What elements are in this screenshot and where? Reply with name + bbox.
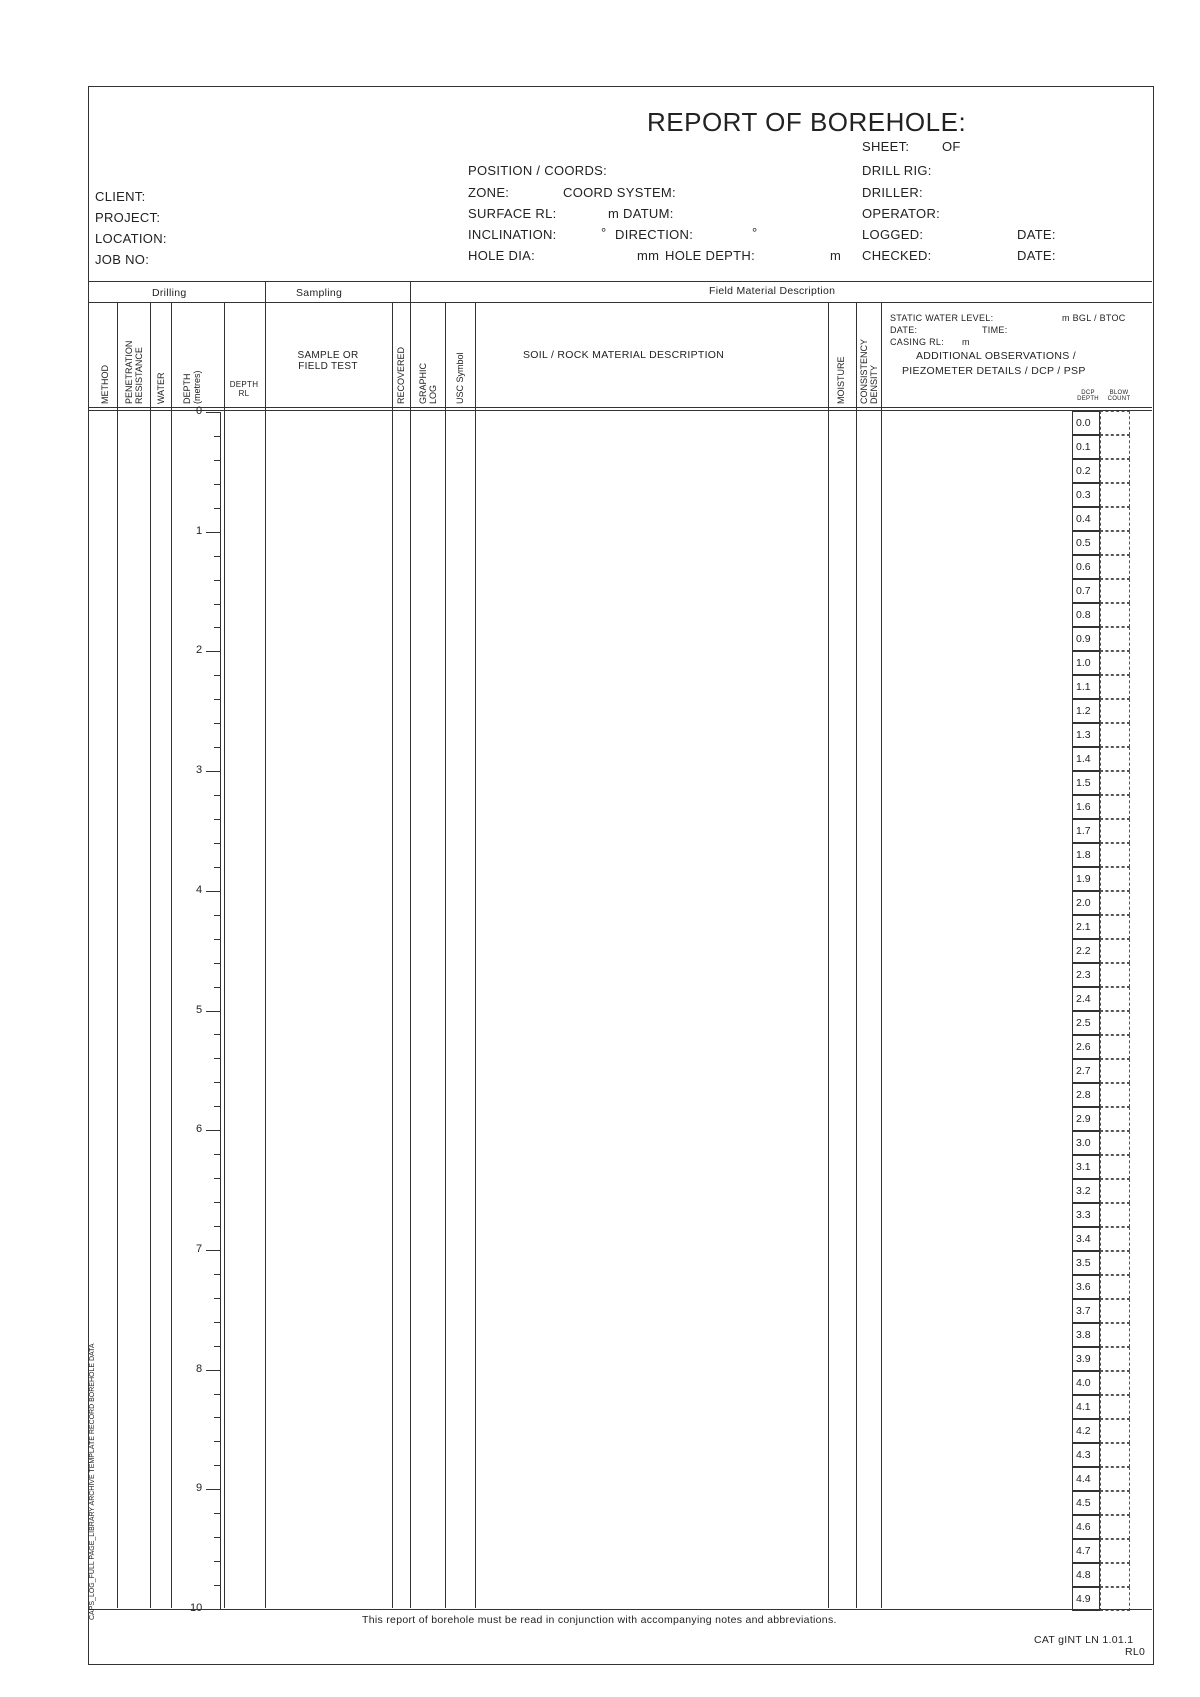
dcp-depth-cell: 0.5	[1072, 531, 1100, 555]
depth-minor-tick	[214, 1154, 220, 1155]
dcp-blow-cell	[1100, 1347, 1130, 1371]
depth-major-tick	[206, 532, 220, 533]
depth-minor-tick	[214, 1322, 220, 1323]
dcp-depth-cell: 1.3	[1072, 723, 1100, 747]
water-time-label: TIME:	[982, 325, 1008, 335]
dcp-depth-cell: 0.8	[1072, 603, 1100, 627]
depth-major-tick	[206, 1130, 220, 1131]
dcp-blow-cell	[1100, 675, 1130, 699]
dcp-depth-cell: 2.5	[1072, 1011, 1100, 1035]
datum-label: DATUM:	[623, 206, 674, 221]
hole-depth-unit: m	[830, 248, 842, 263]
dcp-blow-cell	[1100, 1131, 1130, 1155]
dcp-depth-cell: 4.7	[1072, 1539, 1100, 1563]
dcp-depth-cell: 1.7	[1072, 819, 1100, 843]
col-divider-description	[828, 302, 829, 1608]
col-divider-penetration	[150, 302, 151, 1608]
depth-label: 8	[196, 1362, 203, 1375]
depth-minor-tick	[214, 1298, 220, 1299]
depth-label: 2	[196, 644, 203, 657]
report-title: REPORT OF BOREHOLE:	[647, 107, 967, 137]
depth-major-tick	[206, 1011, 220, 1012]
dcp-blow-cell	[1100, 1059, 1130, 1083]
sheet-label: SHEET:	[862, 139, 910, 154]
dcp-depth-cell: 0.0	[1072, 411, 1100, 435]
dcp-blow-cell	[1100, 1299, 1130, 1323]
depth-minor-tick	[214, 843, 220, 844]
depth-minor-tick	[214, 436, 220, 437]
dcp-depth-cell: 2.8	[1072, 1083, 1100, 1107]
casing-rl-label: CASING RL:	[890, 337, 945, 347]
dcp-blow-cell	[1100, 915, 1130, 939]
dcp-depth-cell: 2.4	[1072, 987, 1100, 1011]
depth-label: 0	[196, 405, 203, 417]
depth-major-tick	[206, 1370, 220, 1371]
group-heading-divider-right	[410, 302, 1152, 303]
depth-scale-axis	[220, 412, 221, 1609]
penetration-header: PENETRATION RESISTANCE	[124, 340, 144, 404]
col-divider-sample	[392, 302, 393, 1608]
dcp-blow-cell	[1100, 1467, 1130, 1491]
dcp-depth-cell: 4.4	[1072, 1467, 1100, 1491]
water-date-label: DATE:	[890, 325, 918, 335]
dcp-depth-cell: 4.0	[1072, 1371, 1100, 1395]
col-divider-drilling-sampling	[265, 281, 266, 1608]
depth-label: 5	[196, 1003, 203, 1016]
dcp-depth-cell: 0.3	[1072, 483, 1100, 507]
dcp-blow-cell	[1100, 819, 1130, 843]
casing-rl-unit: m	[962, 337, 970, 347]
dcp-blow-cell	[1100, 1419, 1130, 1443]
depth-minor-tick	[214, 580, 220, 581]
dcp-depth-cell: 4.9	[1072, 1587, 1100, 1611]
dcp-depth-cell: 4.6	[1072, 1515, 1100, 1539]
depth-minor-tick	[214, 675, 220, 676]
consistency-header: CONSISTENCY DENSITY	[859, 339, 879, 404]
dcp-depth-cell: 1.4	[1072, 747, 1100, 771]
position-label: POSITION / COORDS:	[468, 163, 608, 178]
moisture-header: MOISTURE	[836, 356, 846, 404]
dcp-blow-cell	[1100, 1515, 1130, 1539]
depth-minor-tick	[214, 604, 220, 605]
dcp-depth-cell: 0.7	[1072, 579, 1100, 603]
depth-metres-header: DEPTH (metres)	[182, 370, 202, 404]
dcp-depth-cell: 2.7	[1072, 1059, 1100, 1083]
dcp-blow-cell	[1100, 555, 1130, 579]
depth-major-tick	[206, 412, 220, 413]
dcp-depth-header: DCP DEPTH	[1077, 390, 1099, 402]
depth-minor-tick	[214, 627, 220, 628]
depth-minor-tick	[214, 1178, 220, 1179]
depth-minor-tick	[214, 1585, 220, 1586]
depth-minor-tick	[214, 1082, 220, 1083]
dcp-blow-cell	[1100, 531, 1130, 555]
dcp-depth-cell: 0.2	[1072, 459, 1100, 483]
dcp-blow-cell	[1100, 1011, 1130, 1035]
dcp-blow-cell	[1100, 747, 1130, 771]
depth-minor-tick	[214, 1561, 220, 1562]
recovered-header: RECOVERED	[396, 346, 406, 404]
hole-depth-label: HOLE DEPTH:	[665, 248, 755, 263]
sheet-of-label: OF	[942, 139, 961, 154]
side-path-text: CAPS_LOG_FULL PAGE_LIBRARY ARCHIVE TEMPLATE RECORD BOREHOLE DATA	[89, 1343, 96, 1620]
col-divider-graphic	[445, 302, 446, 1608]
dcp-depth-cell: 3.3	[1072, 1203, 1100, 1227]
dcp-depth-cell: 1.2	[1072, 699, 1100, 723]
depth-label: 7	[196, 1242, 203, 1255]
dcp-blow-cell	[1100, 1563, 1130, 1587]
depth-minor-tick	[214, 723, 220, 724]
checked-label: CHECKED:	[862, 248, 932, 263]
dcp-blow-cell	[1100, 843, 1130, 867]
dcp-blow-cell	[1100, 1035, 1130, 1059]
depth-minor-tick	[214, 1441, 220, 1442]
dcp-depth-cell: 3.5	[1072, 1251, 1100, 1275]
surface-rl-label: SURFACE RL:	[468, 206, 557, 221]
log-bottom-line	[88, 1609, 1152, 1610]
dcp-depth-cell: 3.0	[1072, 1131, 1100, 1155]
depth-minor-tick	[214, 699, 220, 700]
depth-minor-tick	[214, 1274, 220, 1275]
dcp-blow-cell	[1100, 1251, 1130, 1275]
soil-rock-header: SOIL / ROCK MATERIAL DESCRIPTION	[523, 349, 725, 361]
depth-minor-tick	[214, 460, 220, 461]
dcp-depth-cell: 3.1	[1072, 1155, 1100, 1179]
dcp-blow-cell	[1100, 771, 1130, 795]
depth-label: 6	[196, 1123, 203, 1136]
col-divider-usc	[475, 302, 476, 1608]
dcp-blow-cell	[1100, 891, 1130, 915]
col-divider-moisture	[856, 302, 857, 1608]
dcp-blow-cell	[1100, 1443, 1130, 1467]
depth-minor-tick	[214, 819, 220, 820]
depth-major-tick	[206, 771, 220, 772]
depth-label: 3	[196, 764, 203, 777]
dcp-blow-cell	[1100, 1227, 1130, 1251]
dcp-depth-cell: 0.4	[1072, 507, 1100, 531]
header-divider	[88, 281, 1152, 282]
col-divider-consistency	[881, 302, 882, 1608]
dcp-depth-cell: 3.6	[1072, 1275, 1100, 1299]
hole-dia-unit: mm	[637, 248, 660, 263]
logged-date-label: DATE:	[1017, 227, 1056, 242]
dcp-blow-cell	[1100, 987, 1130, 1011]
depth-major-tick	[206, 1489, 220, 1490]
dcp-depth-cell: 3.2	[1072, 1179, 1100, 1203]
dcp-depth-cell: 4.2	[1072, 1419, 1100, 1443]
dcp-blow-cell	[1100, 699, 1130, 723]
drilling-group-heading: Drilling	[152, 287, 187, 299]
dcp-blow-cell	[1100, 723, 1130, 747]
depth-minor-tick	[214, 1394, 220, 1395]
footer-note: This report of borehole must be read in conjunction with accompanying notes and abbreviations.	[362, 1614, 837, 1626]
depth-minor-tick	[214, 1202, 220, 1203]
sample-field-test-header: SAMPLE OR FIELD TEST	[297, 350, 359, 372]
dcp-blow-cell	[1100, 1155, 1130, 1179]
piezometer-header: PIEZOMETER DETAILS / DCP / PSP	[902, 365, 1086, 377]
depth-minor-tick	[214, 987, 220, 988]
dcp-depth-cell: 3.8	[1072, 1323, 1100, 1347]
coord-system-label: COORD SYSTEM:	[563, 185, 676, 200]
dcp-blow-cell	[1100, 939, 1130, 963]
operator-label: OPERATOR:	[862, 206, 941, 221]
col-divider-water	[171, 302, 172, 1608]
job-no-label: JOB NO:	[95, 252, 150, 267]
dcp-blow-cell	[1100, 963, 1130, 987]
dcp-depth-cell: 3.9	[1072, 1347, 1100, 1371]
footer-code: CAT gINT LN 1.01.1	[1034, 1634, 1134, 1646]
dcp-blow-cell	[1100, 411, 1130, 435]
depth-minor-tick	[214, 1465, 220, 1466]
depth-label: 10	[190, 1602, 203, 1614]
dcp-depth-cell: 2.0	[1072, 891, 1100, 915]
depth-major-tick	[206, 651, 220, 652]
direction-deg: °	[752, 225, 758, 240]
field-material-heading: Field Material Description	[709, 285, 836, 297]
dcp-depth-cell: 3.7	[1072, 1299, 1100, 1323]
project-label: PROJECT:	[95, 210, 161, 225]
inclination-deg: °	[601, 225, 607, 240]
method-header: METHOD	[100, 365, 110, 404]
col-divider-depth	[224, 302, 225, 1608]
depth-minor-tick	[214, 747, 220, 748]
hole-dia-label: HOLE DIA:	[468, 248, 535, 263]
dcp-blow-cell	[1100, 435, 1130, 459]
driller-label: DRILLER:	[862, 185, 923, 200]
checked-date-label: DATE:	[1017, 248, 1056, 263]
surface-rl-unit: m	[608, 206, 620, 221]
sampling-group-heading: Sampling	[296, 287, 343, 299]
depth-rl-header: DEPTH RL	[229, 380, 259, 398]
dcp-blow-cell	[1100, 627, 1130, 651]
dcp-depth-cell: 2.3	[1072, 963, 1100, 987]
depth-minor-tick	[214, 484, 220, 485]
dcp-blow-cell	[1100, 507, 1130, 531]
column-header-divider	[88, 407, 1152, 408]
col-divider-recovered	[410, 281, 411, 1608]
dcp-depth-cell: 0.9	[1072, 627, 1100, 651]
logged-label: LOGGED:	[862, 227, 924, 242]
depth-major-tick	[206, 1250, 220, 1251]
dcp-blow-cell	[1100, 1275, 1130, 1299]
dcp-blow-cell	[1100, 459, 1130, 483]
dcp-depth-cell: 3.4	[1072, 1227, 1100, 1251]
dcp-blow-cell	[1100, 795, 1130, 819]
dcp-blow-cell	[1100, 1107, 1130, 1131]
column-header-divider-2	[88, 410, 1152, 411]
dcp-depth-cell: 4.1	[1072, 1395, 1100, 1419]
dcp-blow-cell	[1100, 1539, 1130, 1563]
dcp-blow-cell	[1100, 1491, 1130, 1515]
usc-symbol-header: USC Symbol	[455, 352, 465, 404]
dcp-blow-cell	[1100, 1083, 1130, 1107]
inclination-label: INCLINATION:	[468, 227, 557, 242]
dcp-blow-cell	[1100, 1395, 1130, 1419]
depth-minor-tick	[214, 1034, 220, 1035]
drill-rig-label: DRILL RIG:	[862, 163, 932, 178]
dcp-depth-cell: 1.5	[1072, 771, 1100, 795]
dcp-depth-cell: 4.8	[1072, 1563, 1100, 1587]
dcp-blow-cell	[1100, 483, 1130, 507]
dcp-blow-cell	[1100, 1323, 1130, 1347]
graphic-log-header: GRAPHIC LOG	[418, 362, 438, 404]
dcp-blow-cell	[1100, 579, 1130, 603]
depth-label: 1	[196, 524, 203, 537]
additional-obs-header: ADDITIONAL OBSERVATIONS /	[916, 350, 1076, 362]
depth-label: 4	[196, 883, 203, 896]
dcp-depth-cell: 1.1	[1072, 675, 1100, 699]
dcp-depth-cell: 1.9	[1072, 867, 1100, 891]
zone-label: ZONE:	[468, 185, 510, 200]
depth-minor-tick	[214, 1226, 220, 1227]
direction-label: DIRECTION:	[615, 227, 694, 242]
water-header: WATER	[156, 372, 166, 404]
depth-minor-tick	[214, 1537, 220, 1538]
depth-minor-tick	[214, 1513, 220, 1514]
dcp-depth-cell: 2.2	[1072, 939, 1100, 963]
dcp-depth-cell: 0.1	[1072, 435, 1100, 459]
dcp-blow-cell	[1100, 867, 1130, 891]
dcp-blow-cell	[1100, 603, 1130, 627]
group-heading-divider	[88, 302, 410, 303]
col-divider-method	[117, 302, 118, 1608]
footer-rev: RL0	[1125, 1646, 1146, 1658]
depth-minor-tick	[214, 915, 220, 916]
static-water-unit: m BGL / BTOC	[1062, 313, 1126, 323]
depth-minor-tick	[214, 963, 220, 964]
dcp-depth-cell: 4.3	[1072, 1443, 1100, 1467]
dcp-blow-cell	[1100, 1179, 1130, 1203]
client-label: CLIENT:	[95, 189, 146, 204]
location-label: LOCATION:	[95, 231, 167, 246]
dcp-blow-cell	[1100, 1203, 1130, 1227]
depth-minor-tick	[214, 1417, 220, 1418]
dcp-blow-cell	[1100, 1587, 1130, 1611]
depth-minor-tick	[214, 939, 220, 940]
depth-minor-tick	[214, 1106, 220, 1107]
depth-minor-tick	[214, 508, 220, 509]
dcp-depth-cell: 4.5	[1072, 1491, 1100, 1515]
dcp-depth-cell: 1.8	[1072, 843, 1100, 867]
depth-minor-tick	[214, 1058, 220, 1059]
depth-minor-tick	[214, 795, 220, 796]
depth-minor-tick	[214, 1346, 220, 1347]
depth-label: 9	[196, 1482, 203, 1495]
dcp-depth-cell: 0.6	[1072, 555, 1100, 579]
depth-minor-tick	[214, 867, 220, 868]
blow-count-header: BLOW COUNT	[1107, 390, 1131, 402]
dcp-depth-cell: 2.1	[1072, 915, 1100, 939]
dcp-blow-cell	[1100, 651, 1130, 675]
depth-minor-tick	[214, 556, 220, 557]
page-frame	[88, 86, 1154, 1665]
dcp-depth-cell: 1.6	[1072, 795, 1100, 819]
dcp-depth-cell: 1.0	[1072, 651, 1100, 675]
dcp-depth-cell: 2.9	[1072, 1107, 1100, 1131]
dcp-blow-cell	[1100, 1371, 1130, 1395]
depth-major-tick	[206, 891, 220, 892]
dcp-depth-cell: 2.6	[1072, 1035, 1100, 1059]
static-water-label: STATIC WATER LEVEL:	[890, 313, 994, 323]
